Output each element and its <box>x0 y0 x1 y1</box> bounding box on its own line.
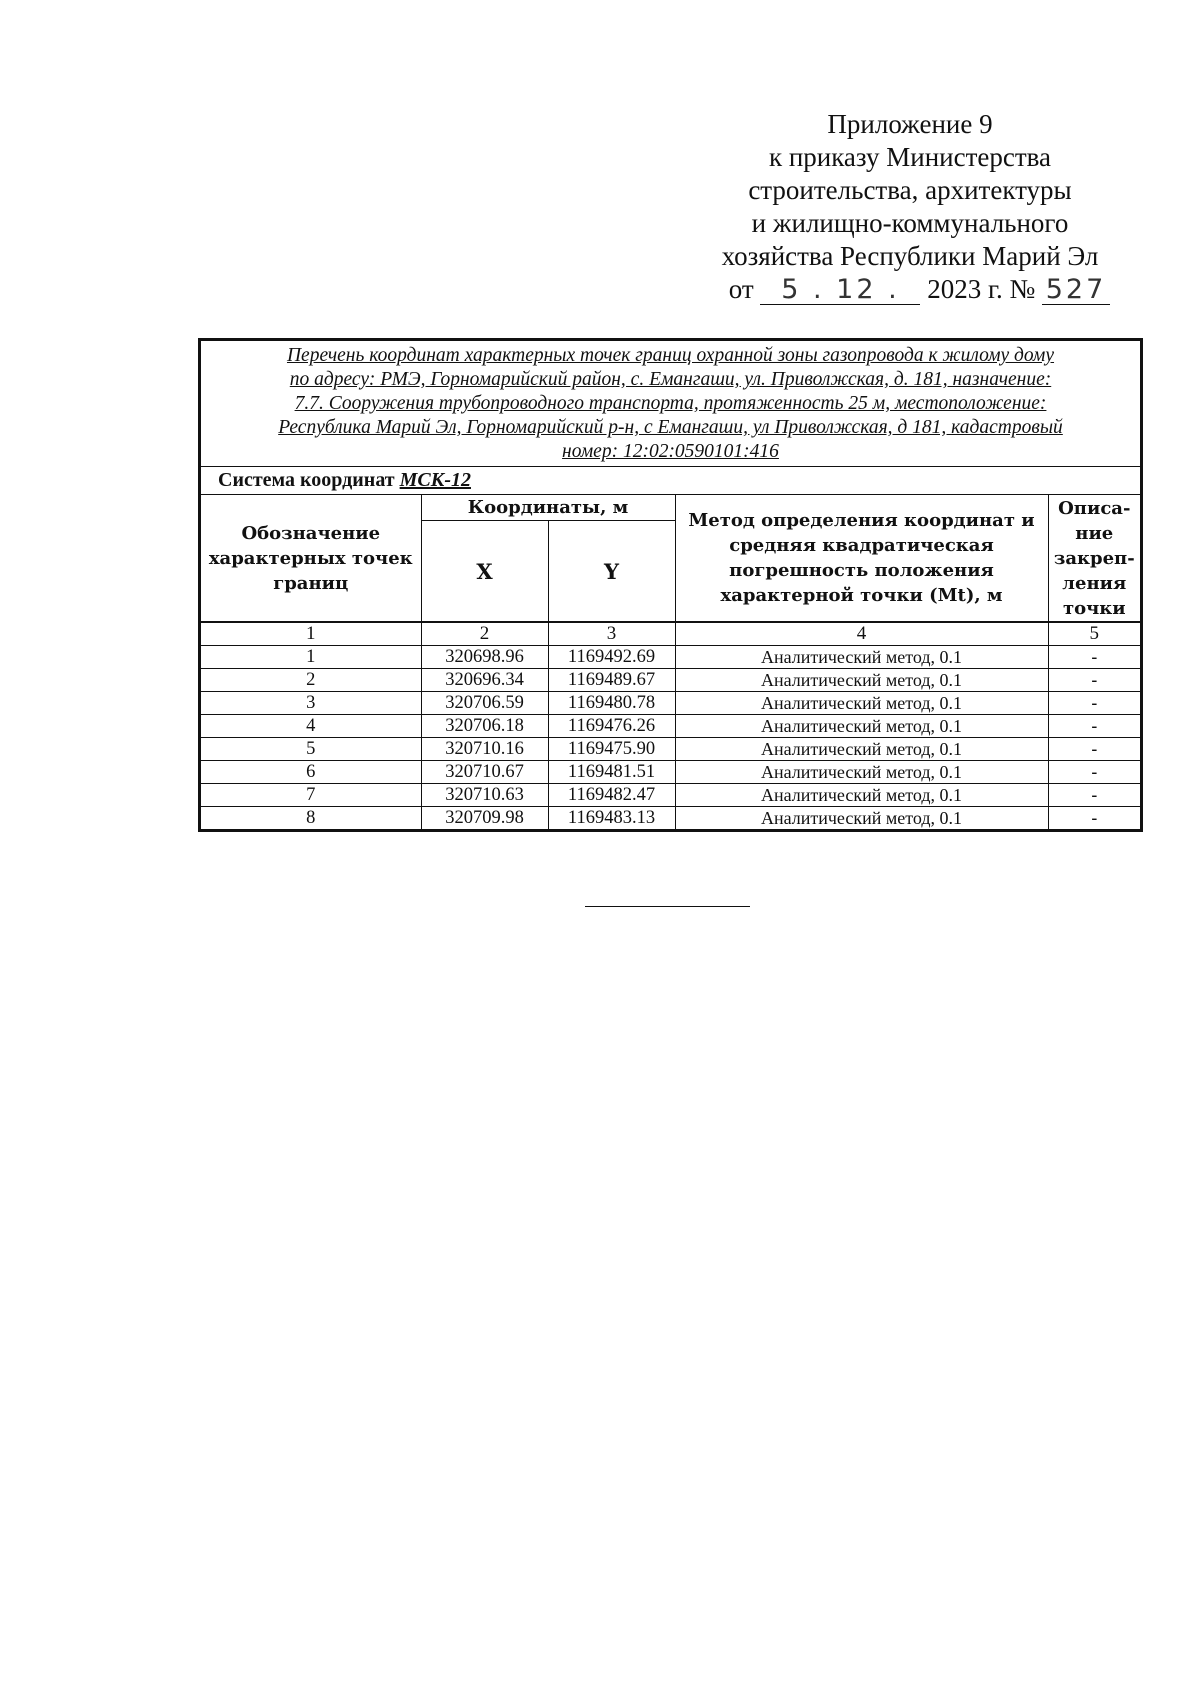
appendix-line: к приказу Министерства <box>768 142 1052 172</box>
coord-x: 320710.67 <box>421 761 548 784</box>
coord-y: 1169480.78 <box>548 692 675 715</box>
header-x: X <box>421 521 548 623</box>
order-date-line <box>700 273 1120 306</box>
table-row <box>201 738 1140 761</box>
coord-y: 1169482.47 <box>548 784 675 807</box>
table-row <box>201 669 1140 692</box>
column-number: 1 <box>201 622 421 646</box>
coord-x: 320706.59 <box>421 692 548 715</box>
header-method-line: Метод определения координат и <box>688 510 1035 531</box>
coord-y: 1169475.90 <box>548 738 675 761</box>
coord-x: 320710.63 <box>421 784 548 807</box>
point-number: 2 <box>201 669 421 692</box>
header-method-line: характерной точки (Mt), м <box>720 585 1003 606</box>
heading-line: номер: 12:02:0590101:416 <box>562 441 779 462</box>
coord-y: 1169476.26 <box>548 715 675 738</box>
table-row <box>201 646 1140 669</box>
coord-y: 1169489.67 <box>548 669 675 692</box>
table-row <box>201 761 1140 784</box>
point-number: 5 <box>201 738 421 761</box>
header-description <box>1048 495 1140 623</box>
coordinates-table <box>201 466 1140 829</box>
table-row <box>201 692 1140 715</box>
description-cell: - <box>1048 738 1140 761</box>
coord-y: 1169492.69 <box>548 646 675 669</box>
coord-x: 320698.96 <box>421 646 548 669</box>
date-prefix: от <box>728 274 754 304</box>
description-cell: - <box>1048 646 1140 669</box>
point-number: 6 <box>201 761 421 784</box>
coord-y: 1169481.51 <box>548 761 675 784</box>
year-and-number-label: 2023 г. № <box>927 274 1036 304</box>
appendix-line: хозяйства Республики Марий Эл <box>721 241 1099 271</box>
handwritten-order-number: 527 <box>1042 276 1110 305</box>
header-description-line: ние <box>1075 522 1114 544</box>
table-heading <box>201 341 1140 466</box>
method-cell: Аналитический метод, 0.1 <box>675 784 1048 807</box>
table-row <box>201 784 1140 807</box>
method-cell: Аналитический метод, 0.1 <box>675 646 1048 669</box>
header-method <box>675 495 1048 623</box>
column-number: 5 <box>1048 622 1140 646</box>
coordinate-system-name: МСК-12 <box>399 469 471 491</box>
header-description-line: ления <box>1062 572 1127 594</box>
header-designation-line: границ <box>273 572 349 594</box>
header-description-line: точки <box>1062 597 1126 619</box>
point-number: 3 <box>201 692 421 715</box>
table-row <box>201 807 1140 830</box>
header-method-line: погрешность положения <box>729 560 994 581</box>
header-method-line: средняя квадратическая <box>729 535 994 556</box>
point-number: 8 <box>201 807 421 830</box>
description-cell: - <box>1048 692 1140 715</box>
header-designation-line: Обозначение <box>241 522 381 544</box>
coordinate-system-row <box>201 467 1140 495</box>
coord-x: 320710.16 <box>421 738 548 761</box>
coordinate-system-cell <box>201 467 1140 495</box>
header-row <box>201 495 1140 521</box>
method-cell: Аналитический метод, 0.1 <box>675 761 1048 784</box>
header-description-line: Описа- <box>1058 497 1131 519</box>
table-row <box>201 715 1140 738</box>
appendix-block <box>700 108 1120 306</box>
point-number: 1 <box>201 646 421 669</box>
header-y: Y <box>548 521 675 623</box>
header-designation-line: характерных точек <box>208 547 413 569</box>
coord-x: 320709.98 <box>421 807 548 830</box>
description-cell: - <box>1048 807 1140 830</box>
description-cell: - <box>1048 761 1140 784</box>
method-cell: Аналитический метод, 0.1 <box>675 692 1048 715</box>
column-number: 4 <box>675 622 1048 646</box>
description-cell: - <box>1048 784 1140 807</box>
point-number: 7 <box>201 784 421 807</box>
header-description-line: закреп- <box>1053 547 1135 569</box>
description-cell: - <box>1048 669 1140 692</box>
point-number: 4 <box>201 715 421 738</box>
header-coordinates: Координаты, м <box>421 495 675 521</box>
coord-y: 1169483.13 <box>548 807 675 830</box>
coordinate-system-label: Система координат <box>218 469 395 491</box>
heading-line: 7.7. Сооружения трубопроводного транспорта, протяженность 25 м, местоположение: <box>294 393 1047 414</box>
column-number-row <box>201 622 1140 646</box>
column-number: 2 <box>421 622 548 646</box>
method-cell: Аналитический метод, 0.1 <box>675 715 1048 738</box>
method-cell: Аналитический метод, 0.1 <box>675 738 1048 761</box>
coordinates-table-frame <box>198 338 1143 832</box>
heading-line: Перечень координат характерных точек границ охранной зоны газопровода к жилому дому <box>286 345 1055 366</box>
coord-x: 320706.18 <box>421 715 548 738</box>
description-cell: - <box>1048 715 1140 738</box>
handwritten-date: 5 . 12 . <box>760 276 920 305</box>
appendix-line: и жилищно-коммунального <box>751 208 1069 238</box>
column-number: 3 <box>548 622 675 646</box>
heading-line: Республика Марий Эл, Горномарийский р-н, с Емангаши, ул Приволжская, д 181, кадастровый <box>278 417 1063 438</box>
appendix-line: строительства, архитектуры <box>748 175 1072 205</box>
end-divider <box>585 906 750 907</box>
heading-line: по адресу: РМЭ, Горномарийский район, с. Емангаши, ул. Приволжская, д. 181, назначение: <box>289 369 1052 390</box>
coord-x: 320696.34 <box>421 669 548 692</box>
method-cell: Аналитический метод, 0.1 <box>675 807 1048 830</box>
method-cell: Аналитический метод, 0.1 <box>675 669 1048 692</box>
header-designation <box>201 495 421 623</box>
appendix-title: Приложение 9 <box>827 109 993 139</box>
